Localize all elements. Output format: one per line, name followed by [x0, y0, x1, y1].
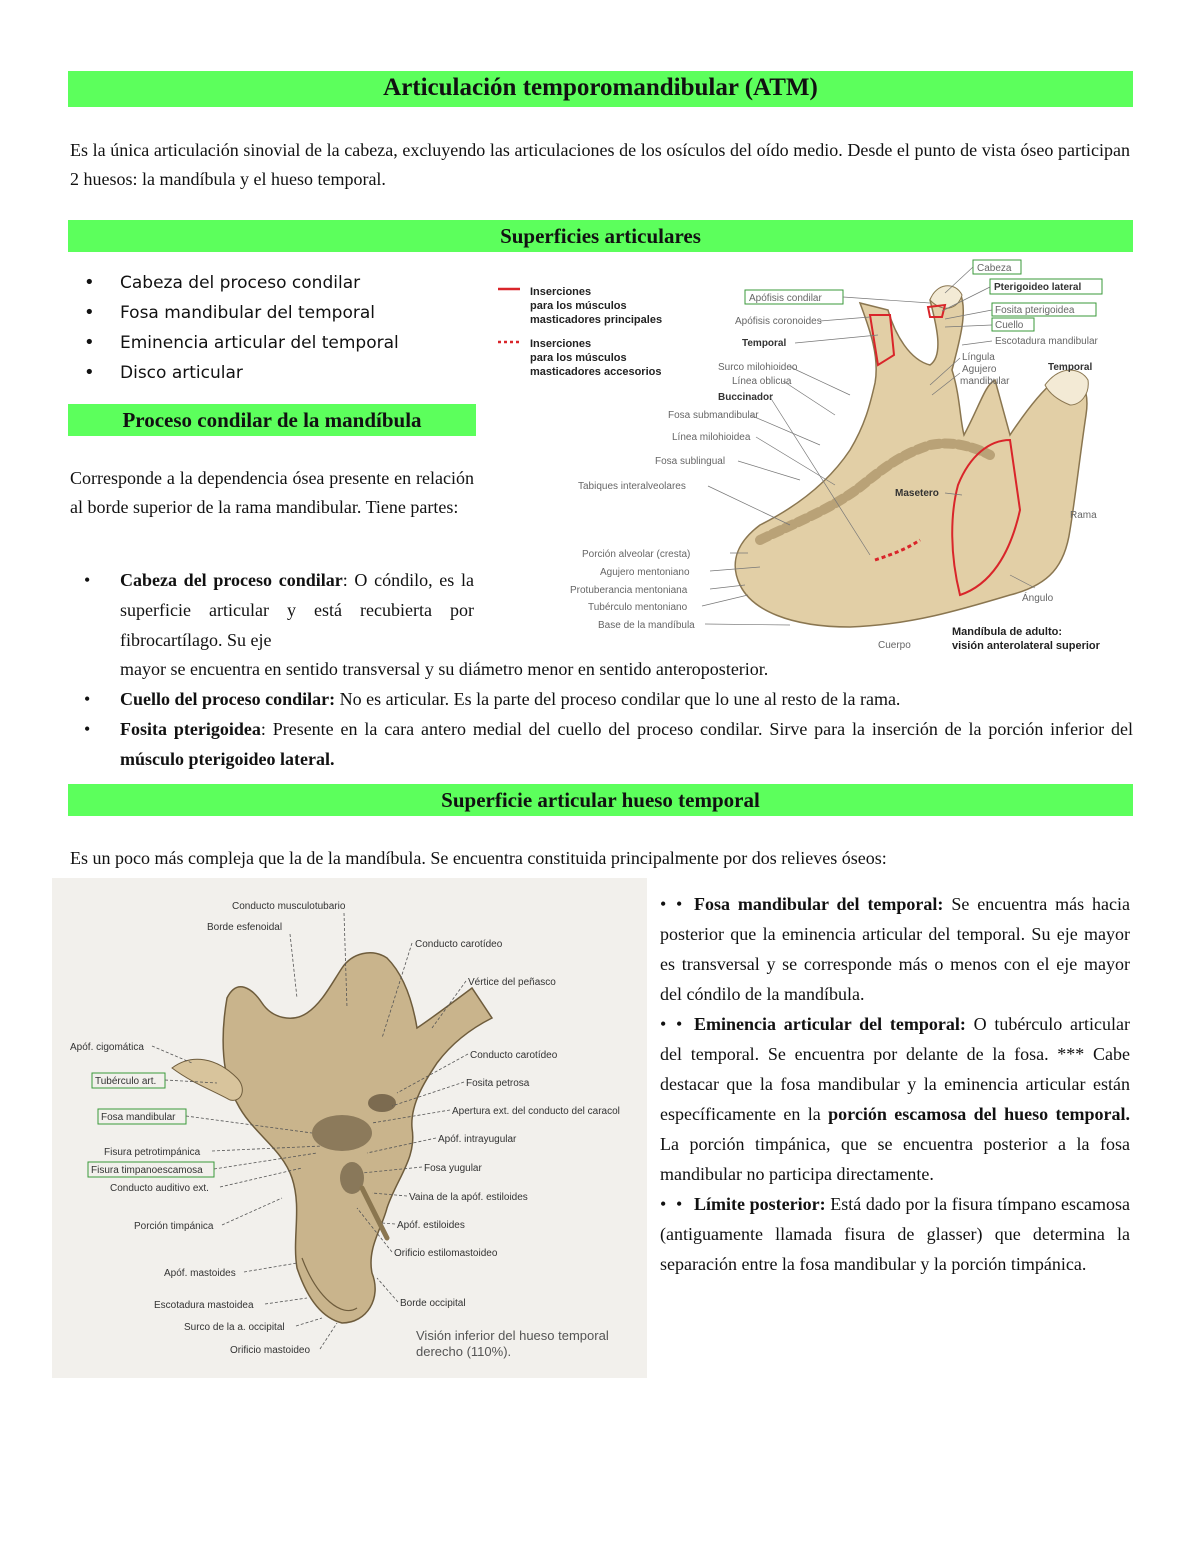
legend2-line: Inserciones	[530, 338, 592, 350]
legend1-line: Inserciones	[530, 286, 592, 298]
list-item-cuello	[68, 684, 1133, 714]
temporal-label: Porción timpánica	[134, 1221, 214, 1232]
mandible-label: Protuberancia mentoniana	[570, 585, 688, 596]
temporal-label: Apóf. estiloides	[397, 1220, 465, 1231]
item-text-continued: mayor se encuentra en sentido transversal y su diámetro menor en sentido anteroposterior.	[120, 659, 769, 679]
mandible-label: Pterigoideo lateral	[994, 282, 1082, 293]
list-item-cabeza-cont	[68, 654, 1133, 684]
temporal-label: Fosita petrosa	[466, 1078, 530, 1089]
temporal-label: Vaina de la apóf. estiloides	[409, 1192, 528, 1203]
section-heading-temporal	[68, 784, 1133, 816]
mandible-label: Cabeza	[977, 263, 1012, 274]
temporal-label: Fosa yugular	[424, 1163, 482, 1174]
item-text: O tubérculo articular del temporal. Se encuentra por delante de la fosa. *** Cabe destacar que la fosa mandibular y la eminencia articular están específicamente en la	[660, 1014, 1130, 1124]
mandible-label: Rama	[1070, 510, 1097, 521]
carotid-canal	[368, 1094, 396, 1112]
mandible-label: Tabiques interalveolares	[578, 481, 686, 492]
temporal-list	[660, 889, 1130, 1279]
figure-caption: derecho (110%).	[416, 1344, 512, 1359]
mandible-label: Temporal	[742, 338, 787, 349]
item-text: Está dado por la fisura tímpano escamosa (antiguamente llamada fisura de glasser) que determina la separación entre la fosa mandibular y la porción timpánica.	[660, 1194, 1130, 1274]
section-heading-proceso	[68, 404, 476, 436]
mandible-label: Porción alveolar (cresta)	[582, 549, 691, 560]
mandible-label: Apófisis condilar	[749, 293, 822, 304]
mandible-label: mandibular	[960, 376, 1010, 387]
mandible-label: Buccinador	[718, 392, 774, 403]
mandible-label: Agujero	[962, 364, 997, 375]
mandible-label: Temporal	[1048, 362, 1093, 373]
temporal-label: Surco de la a. occipital	[184, 1322, 285, 1333]
title-bar	[68, 71, 1133, 107]
item-text: La porción timpánica, que se encuentra posterior a la fosa mandibular no participa directamente.	[660, 1134, 1130, 1184]
mandible-label: Fosita pterigoidea	[995, 305, 1075, 316]
proceso-list-part2	[68, 654, 1133, 774]
section-heading-text: Superficie articular hueso temporal	[441, 788, 760, 812]
mandible-label: Língula	[962, 352, 995, 363]
figure-caption: Visión inferior del hueso temporal	[416, 1328, 609, 1343]
section-heading-text: Superficies articulares	[500, 224, 701, 248]
item-bold: porción escamosa del hueso temporal.	[828, 1104, 1130, 1124]
temporal-label: Fosa mandibular	[101, 1112, 176, 1123]
figure-caption: Mandíbula de adulto:	[952, 626, 1062, 638]
legend1-line: masticadores principales	[530, 314, 663, 326]
temporal-label: Apóf. intrayugular	[438, 1134, 517, 1145]
bullet: •	[660, 894, 667, 914]
mandible-label: Base de la mandíbula	[598, 620, 695, 631]
list-item: • Eminencia articular del temporal	[68, 328, 488, 358]
list-item: • Disco articular	[68, 358, 488, 388]
temporal-label: Conducto auditivo ext.	[110, 1183, 209, 1194]
item-bold: músculo pterigoideo lateral.	[120, 749, 335, 769]
temporal-label: Borde esfenoidal	[207, 922, 283, 933]
item-text: No es articular. Es la parte del proceso condilar que lo une al resto de la rama.	[335, 689, 901, 709]
proceso-list-part1	[68, 565, 474, 654]
section-heading-superficies	[68, 220, 1133, 252]
item-bold: Cuello del proceso condilar:	[120, 689, 336, 709]
temporal-label: Orificio estilomastoideo	[394, 1248, 498, 1259]
temporal-label: Fisura timpanoescamosa	[91, 1165, 203, 1176]
temporal-label: Conducto musculotubario	[232, 901, 346, 912]
item-text: : O cóndilo, es la superficie articular y está recubierta por fibrocartílago. Su eje	[120, 570, 474, 650]
mandible-label: Apófisis coronoides	[735, 316, 822, 327]
list-item-eminencia	[660, 1009, 1130, 1189]
temporal-label: Vértice del peñasco	[468, 977, 556, 988]
item-bold: Fosita pterigoidea	[120, 719, 261, 739]
mandible-label: Fosa sublingual	[655, 456, 726, 467]
temporal-label: Orificio mastoideo	[230, 1345, 311, 1356]
intro-paragraph: Es la única articulación sinovial de la cabeza, excluyendo las articulaciones de los osículos del oído medio. Desde el punto de vista óseo participan 2 huesos: la mandíbula y el hueso temporal.	[70, 140, 1130, 189]
list-item: • Cabeza del proceso condilar	[68, 268, 488, 298]
temporal-bone-figure	[52, 878, 647, 1378]
mandible-label: Escotadura mandibular	[995, 336, 1098, 347]
item-text: : Presente en la cara antero medial del cuello del proceso condilar. Sirve para la inserción de la porción inferior del	[260, 719, 1133, 739]
bullet: •	[660, 1194, 667, 1214]
mandible-label: Cuerpo	[878, 640, 911, 651]
item-bold: Fosa mandibular del temporal:	[694, 894, 944, 914]
list-item-cabeza	[68, 565, 474, 654]
item-text: Se encuentra más hacia posterior que la eminencia articular del temporal. Su eje mayor es transversal y se corresponde más o menos con el eje mayor del cóndilo de la mandíbula.	[660, 894, 1130, 1004]
item-bold: Cabeza del proceso condilar	[120, 570, 343, 590]
superficies-list	[68, 268, 488, 388]
item-bold: Límite posterior:	[694, 1194, 826, 1214]
temporal-label: Tubérculo art.	[95, 1076, 157, 1087]
legend1-line: para los músculos	[530, 300, 627, 312]
legend2-line: para los músculos	[530, 352, 627, 364]
temporal-label: Conducto carotídeo	[470, 1050, 558, 1061]
mandible-label: Tubérculo mentoniano	[588, 602, 688, 613]
mandible-label: Línea milohioidea	[672, 432, 751, 443]
bullet: •	[660, 1014, 667, 1034]
temporal-label: Apertura ext. del conducto del caracol	[452, 1106, 620, 1117]
list-item-fosita	[68, 714, 1133, 774]
list-item: • Fosa mandibular del temporal	[68, 298, 488, 328]
mandible-label: Agujero mentoniano	[600, 567, 690, 578]
item-bold: Eminencia articular del temporal:	[694, 1014, 966, 1034]
section-heading-text: Proceso condilar de la mandíbula	[122, 408, 422, 432]
mandible-label: Masetero	[895, 488, 939, 499]
temporal-label: Escotadura mastoidea	[154, 1300, 254, 1311]
list-item-limite	[660, 1189, 1130, 1279]
figure-caption: visión anterolateral superior	[952, 640, 1100, 652]
mandible-label: Línea oblicua	[732, 376, 792, 387]
mandible-label: Fosa submandibular	[668, 410, 759, 421]
list-item-fosa	[660, 889, 1130, 1009]
mandible-label: Surco milohioideo	[718, 362, 798, 373]
mandibular-fossa	[312, 1115, 372, 1151]
temporal-label: Apóf. cigomática	[70, 1042, 144, 1053]
temporal-label: Conducto carotídeo	[415, 939, 503, 950]
proceso-intro: Corresponde a la dependencia ósea presente en relación al borde superior de la rama mandibular. Tiene partes:	[70, 468, 474, 517]
legend2-line: masticadores accesorios	[530, 366, 662, 378]
temporal-intro: Es un poco más compleja que la de la mandíbula. Se encuentra constituida principalmente por dos relieves óseos:	[70, 848, 887, 868]
mandible-label: Cuello	[995, 320, 1024, 331]
temporal-label: Fisura petrotimpánica	[104, 1147, 201, 1158]
temporal-label: Apóf. mastoides	[164, 1268, 236, 1279]
mandible-figure	[490, 255, 1135, 655]
temporal-label: Borde occipital	[400, 1298, 466, 1309]
mandible-label: Ángulo	[1022, 593, 1054, 604]
page-title: Articulación temporomandibular (ATM)	[383, 74, 818, 101]
